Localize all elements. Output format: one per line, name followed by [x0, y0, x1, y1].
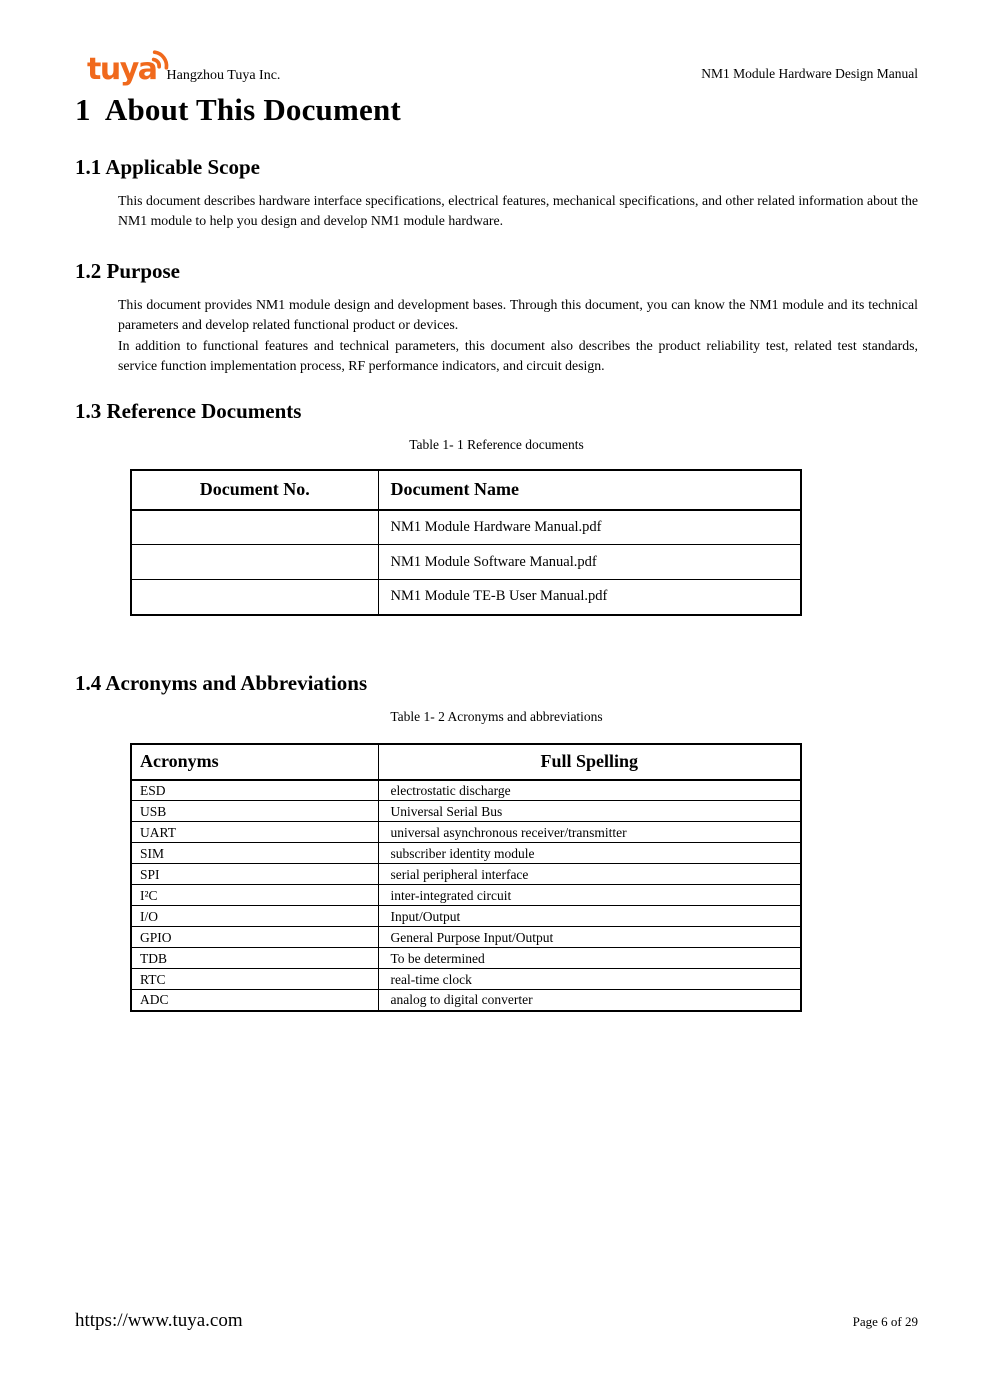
table-row [131, 801, 801, 822]
table-row [131, 843, 801, 864]
table-cell: Input/Output [378, 906, 801, 927]
page-title: 1 About This Document [75, 91, 401, 127]
brand-block [75, 52, 281, 87]
signal-arc-icon [149, 44, 175, 76]
purpose-paragraph-1: This document provides NM1 module design and development bases. Through this document, you can know the NM1 module and its technical parameters and develop related functional product or devices. [118, 296, 918, 332]
table-cell: electrostatic discharge [378, 780, 801, 801]
company-name: Hangzhou Tuya Inc. [166, 67, 281, 83]
table-row [131, 822, 801, 843]
column-header-full-spelling: Full Spelling [378, 744, 801, 780]
table-cell: General Purpose Input/Output [378, 927, 801, 948]
table-cell: analog to digital converter [378, 990, 801, 1011]
tuya-logo-text: tuya [87, 52, 157, 87]
page-header [75, 52, 918, 87]
table-row [131, 948, 801, 969]
table-row [131, 885, 801, 906]
page-footer [75, 1310, 918, 1332]
table-cell: NM1 Module Software Manual.pdf [378, 545, 801, 580]
table-cell: RTC [131, 969, 378, 990]
table-row [131, 864, 801, 885]
reference-documents-table [130, 469, 802, 616]
table-row [131, 510, 801, 545]
table-header-row [131, 744, 801, 780]
table-cell: subscriber identity module [378, 843, 801, 864]
table-cell: ADC [131, 990, 378, 1011]
table-cell: To be determined [378, 948, 801, 969]
table-cell: GPIO [131, 927, 378, 948]
acronyms-table [130, 743, 802, 1012]
table-cell: inter-integrated circuit [378, 885, 801, 906]
table-cell: TDB [131, 948, 378, 969]
column-header-document-no: Document No. [131, 470, 378, 510]
table-cell: universal asynchronous receiver/transmitter [378, 822, 801, 843]
table-cell: UART [131, 822, 378, 843]
table-cell: real-time clock [378, 969, 801, 990]
table-row [131, 927, 801, 948]
acronyms-table-caption: Table 1- 2 Acronyms and abbreviations [390, 708, 603, 724]
tuya-logo [87, 52, 157, 87]
table-cell: I/O [131, 906, 378, 927]
table-cell: SIM [131, 843, 378, 864]
table-cell: NM1 Module TE-B User Manual.pdf [378, 580, 801, 615]
table-cell: NM1 Module Hardware Manual.pdf [378, 510, 801, 545]
table-row [131, 780, 801, 801]
heading-acronyms: 1.4 Acronyms and Abbreviations [75, 670, 368, 695]
purpose-paragraph-2: In addition to functional features and technical parameters, this document also describes the product reliability test, related test standards, service function implementation process, RF performance indicators, and circuit design. [118, 337, 918, 373]
heading-applicable-scope: 1.1 Applicable Scope [75, 154, 260, 179]
table-cell: I²C [131, 885, 378, 906]
table-cell: SPI [131, 864, 378, 885]
scope-paragraph: This document describes hardware interface specifications, electrical features, mechanical specifications, and other related information about the NM1 module to help you design and develop NM1 module hardware. [118, 192, 918, 228]
table-cell [131, 580, 378, 615]
reference-table-caption: Table 1- 1 Reference documents [409, 436, 584, 452]
column-header-acronyms: Acronyms [131, 744, 378, 780]
table-header-row [131, 470, 801, 510]
table-row [131, 990, 801, 1011]
table-cell [131, 510, 378, 545]
table-row [131, 969, 801, 990]
heading-purpose: 1.2 Purpose [75, 258, 180, 283]
page-number: Page 6 of 29 [852, 1314, 918, 1329]
table-cell: serial peripheral interface [378, 864, 801, 885]
column-header-document-name: Document Name [378, 470, 801, 510]
footer-url: https://www.tuya.com [75, 1310, 243, 1331]
table-row [131, 906, 801, 927]
heading-reference-documents: 1.3 Reference Documents [75, 398, 302, 423]
manual-title: NM1 Module Hardware Design Manual [701, 65, 918, 81]
table-row [131, 580, 801, 615]
table-cell [131, 545, 378, 580]
table-cell: ESD [131, 780, 378, 801]
table-cell: Universal Serial Bus [378, 801, 801, 822]
table-row [131, 545, 801, 580]
table-cell: USB [131, 801, 378, 822]
